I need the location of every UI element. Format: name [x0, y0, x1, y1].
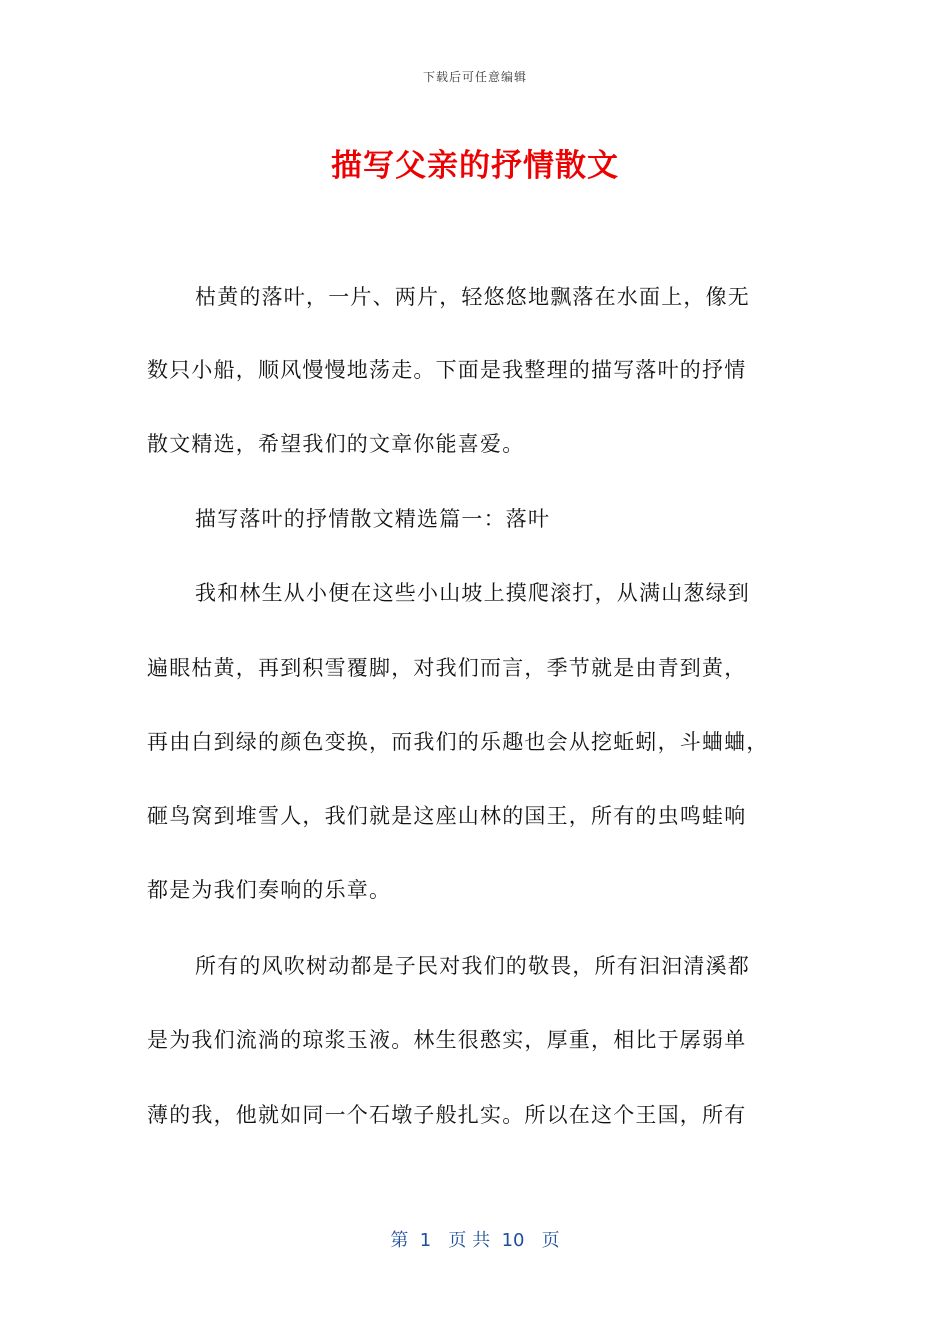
- paragraph-line: 我和林生从小便在这些小山坡上摸爬滚打，从满山葱绿到: [195, 581, 750, 605]
- paragraph-line: 砸鸟窝到堆雪人，我们就是这座山林的国王，所有的虫鸣蛙响: [147, 804, 747, 828]
- paragraph-line: 再由白到绿的颜色变换，而我们的乐趣也会从挖蚯蚓，斗蛐蛐，: [147, 730, 769, 754]
- page-footer: 第 1 页 共 10 页: [390, 1230, 560, 1251]
- document-title: 描写父亲的抒情散文: [331, 148, 619, 184]
- paragraph-line: 数只小船，顺风慢慢地荡走。下面是我整理的描写落叶的抒情: [147, 358, 747, 382]
- header-note: 下载后可任意编辑: [422, 70, 527, 84]
- paragraph-line: 薄的我，他就如同一个石墩子般扎实。所以在这个王国，所有: [147, 1103, 747, 1127]
- paragraph-line: 散文精选，希望我们的文章你能喜爱。: [147, 432, 525, 456]
- paragraph-line: 所有的风吹树动都是子民对我们的敬畏，所有汩汩清溪都: [195, 954, 750, 978]
- paragraph-line: 都是为我们奏响的乐章。: [147, 878, 392, 902]
- paragraph-line: 遍眼枯黄，再到积雪覆脚，对我们而言，季节就是由青到黄，: [147, 656, 747, 680]
- paragraph-line: 是为我们流淌的琼浆玉液。林生很憨实，厚重，相比于孱弱单: [147, 1028, 747, 1052]
- paragraph-line: 枯黄的落叶，一片、两片，轻悠悠地飘落在水面上，像无: [195, 285, 750, 309]
- section-heading: 描写落叶的抒情散文精选篇一：落叶: [195, 507, 551, 531]
